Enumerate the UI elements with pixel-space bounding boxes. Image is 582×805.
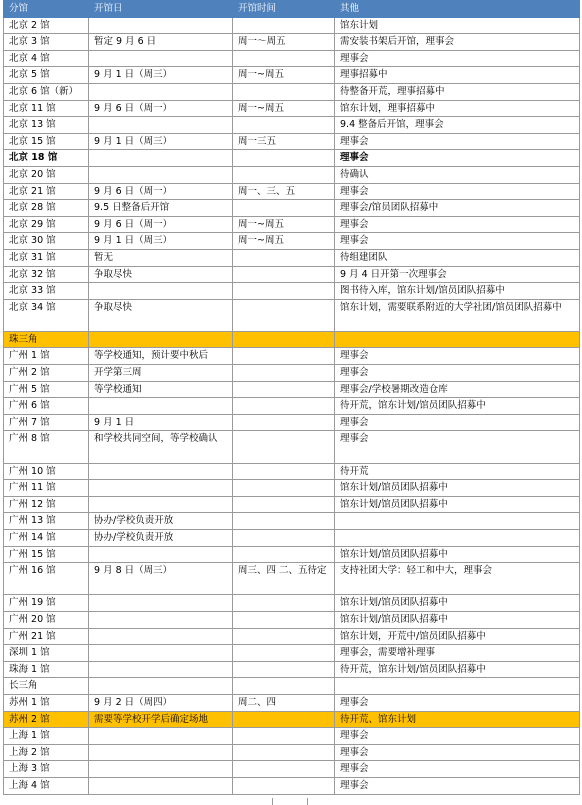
cell-open-time[interactable]: 周三、四 二、五待定 xyxy=(233,563,335,595)
cell-branch[interactable]: 珠三角 xyxy=(4,331,89,348)
section-row xyxy=(4,331,580,348)
table-row xyxy=(4,694,580,711)
cell-other[interactable]: 理事会 xyxy=(335,414,580,431)
cell-other[interactable] xyxy=(335,331,580,348)
table-row xyxy=(4,299,580,331)
cell-open-date[interactable] xyxy=(89,761,233,778)
cell-open-time[interactable]: 周一、三、五 xyxy=(233,183,335,200)
cell-other[interactable]: 理事会/馆员团队招募中 xyxy=(335,200,580,217)
cell-open-time[interactable] xyxy=(233,249,335,266)
table-row xyxy=(4,611,580,628)
table-row xyxy=(4,365,580,382)
cell-open-date[interactable] xyxy=(89,728,233,745)
cell-open-date[interactable]: 暂定 9 月 6 日 xyxy=(89,34,233,51)
table-row xyxy=(4,398,580,415)
cell-branch[interactable]: 北京 4 馆 xyxy=(4,50,89,67)
cell-open-time[interactable] xyxy=(233,744,335,761)
table-row xyxy=(4,530,580,547)
cell-open-date[interactable]: 9 月 6 日（周一） xyxy=(89,183,233,200)
cell-open-date[interactable]: 等学校通知，预计要中秋后 xyxy=(89,348,233,365)
table-row xyxy=(4,546,580,563)
branch-status-table xyxy=(3,0,580,795)
table-row xyxy=(4,480,580,497)
table-row xyxy=(4,166,580,183)
cell-branch[interactable]: 北京 11 馆 xyxy=(4,100,89,117)
cell-open-time[interactable] xyxy=(233,678,335,695)
table-row xyxy=(4,249,580,266)
cell-open-time[interactable] xyxy=(233,266,335,283)
cell-open-date[interactable] xyxy=(89,166,233,183)
cell-open-date[interactable] xyxy=(89,150,233,167)
cell-open-date[interactable] xyxy=(89,398,233,415)
cell-open-time[interactable] xyxy=(233,348,335,365)
cell-open-date[interactable]: 9 月 1 日（周三） xyxy=(89,133,233,150)
table-row xyxy=(4,661,580,678)
cell-open-time[interactable] xyxy=(233,530,335,547)
cell-open-time[interactable] xyxy=(233,166,335,183)
table-row xyxy=(4,513,580,530)
cell-other[interactable]: 待开荒，馆东计划/馆员团队招募中 xyxy=(335,661,580,678)
cell-open-time[interactable] xyxy=(233,381,335,398)
cell-branch[interactable]: 苏州 1 馆 xyxy=(4,694,89,711)
cell-other[interactable]: 馆东计划，理事招募中 xyxy=(335,100,580,117)
cell-open-time[interactable] xyxy=(233,331,335,348)
cell-other[interactable]: 馆东计划/馆员团队招募中 xyxy=(335,595,580,612)
cell-branch[interactable]: 北京 20 馆 xyxy=(4,166,89,183)
cell-branch[interactable]: 北京 18 馆 xyxy=(4,150,89,167)
cell-open-date[interactable] xyxy=(89,17,233,34)
cell-branch[interactable]: 广州 5 馆 xyxy=(4,381,89,398)
cell-open-time[interactable] xyxy=(233,611,335,628)
cell-open-time[interactable] xyxy=(233,283,335,300)
cell-open-date[interactable]: 9 月 1 日（周三） xyxy=(89,233,233,250)
cell-open-date[interactable]: 9 月 1 日 xyxy=(89,414,233,431)
table-row xyxy=(4,117,580,134)
cell-open-date[interactable] xyxy=(89,117,233,134)
cell-other[interactable] xyxy=(335,513,580,530)
cell-open-date[interactable]: 等学校通知 xyxy=(89,381,233,398)
cell-branch[interactable]: 北京 6 馆（新） xyxy=(4,83,89,100)
cell-open-date[interactable]: 9.5 日整备后开馆 xyxy=(89,200,233,217)
table-row xyxy=(4,777,580,794)
cell-branch[interactable]: 北京 28 馆 xyxy=(4,200,89,217)
table-row xyxy=(4,563,580,595)
cell-other[interactable]: 理事会/学校暑期改造仓库 xyxy=(335,381,580,398)
cell-open-date[interactable]: 9 月 1 日（周三） xyxy=(89,67,233,84)
table-row xyxy=(4,744,580,761)
table-row xyxy=(4,216,580,233)
cell-other[interactable] xyxy=(335,530,580,547)
cell-open-time[interactable] xyxy=(233,711,335,728)
cell-open-time[interactable] xyxy=(233,628,335,645)
cell-other[interactable]: 理事会 xyxy=(335,694,580,711)
cell-open-date[interactable] xyxy=(89,83,233,100)
table-row xyxy=(4,83,580,100)
table-row xyxy=(4,431,580,463)
cell-open-time[interactable] xyxy=(233,463,335,480)
cell-other[interactable]: 待开荒，馆东计划/馆员团队招募中 xyxy=(335,398,580,415)
cell-open-time[interactable]: 周一~周五 xyxy=(233,67,335,84)
table-row xyxy=(4,728,580,745)
cell-other[interactable]: 理事招募中 xyxy=(335,67,580,84)
table-row xyxy=(4,463,580,480)
cell-other[interactable]: 理事会 xyxy=(335,761,580,778)
cell-open-date[interactable] xyxy=(89,744,233,761)
cell-open-date[interactable]: 9 月 6 日（周一） xyxy=(89,100,233,117)
cell-other[interactable]: 理事会 xyxy=(335,365,580,382)
cell-branch[interactable]: 广州 1 馆 xyxy=(4,348,89,365)
cell-other[interactable]: 支持社团大学：轻工和中大，理事会 xyxy=(335,563,580,595)
cell-other[interactable]: 理事会 xyxy=(335,133,580,150)
cell-open-date[interactable] xyxy=(89,463,233,480)
cell-branch[interactable]: 广州 13 馆 xyxy=(4,513,89,530)
cell-other[interactable]: 馆东计划 xyxy=(335,17,580,34)
cell-other[interactable]: 馆东计划/馆员团队招募中 xyxy=(335,496,580,513)
cell-branch[interactable]: 广州 14 馆 xyxy=(4,530,89,547)
cell-branch[interactable]: 北京 31 馆 xyxy=(4,249,89,266)
table-row xyxy=(4,283,580,300)
cell-branch[interactable]: 珠海 1 馆 xyxy=(4,661,89,678)
cell-other[interactable]: 待开荒 xyxy=(335,463,580,480)
cell-open-time[interactable] xyxy=(233,645,335,662)
cell-other[interactable]: 需安装书架后开馆，理事会 xyxy=(335,34,580,51)
cell-open-time[interactable] xyxy=(233,728,335,745)
cell-branch[interactable]: 北京 13 馆 xyxy=(4,117,89,134)
table-row xyxy=(4,645,580,662)
table-row xyxy=(4,595,580,612)
cell-branch[interactable]: 北京 2 馆 xyxy=(4,17,89,34)
cell-open-date[interactable]: 和学校共同空间，等学校确认 xyxy=(89,431,233,463)
cell-branch[interactable]: 广州 16 馆 xyxy=(4,563,89,595)
sheet-edge-marker xyxy=(272,798,308,805)
cell-open-date[interactable] xyxy=(89,480,233,497)
table-row xyxy=(4,233,580,250)
table-row xyxy=(4,348,580,365)
table-row xyxy=(4,711,580,728)
cell-branch[interactable]: 广州 12 馆 xyxy=(4,496,89,513)
table-row xyxy=(4,266,580,283)
cell-branch[interactable]: 北京 33 馆 xyxy=(4,283,89,300)
cell-open-time[interactable] xyxy=(233,17,335,34)
table-row xyxy=(4,496,580,513)
cell-open-time[interactable] xyxy=(233,398,335,415)
cell-open-date[interactable]: 协办/学校负责开放 xyxy=(89,513,233,530)
cell-other[interactable]: 理事会 xyxy=(335,50,580,67)
cell-branch[interactable]: 广州 8 馆 xyxy=(4,431,89,463)
cell-open-time[interactable]: 周二、四 xyxy=(233,694,335,711)
cell-open-date[interactable]: 暂无 xyxy=(89,249,233,266)
cell-open-time[interactable] xyxy=(233,83,335,100)
cell-branch[interactable]: 北京 21 馆 xyxy=(4,183,89,200)
cell-other[interactable]: 馆东计划/馆员团队招募中 xyxy=(335,546,580,563)
cell-other[interactable]: 馆东计划/馆员团队招募中 xyxy=(335,480,580,497)
cell-branch[interactable]: 广州 19 馆 xyxy=(4,595,89,612)
cell-open-time[interactable] xyxy=(233,661,335,678)
table-row xyxy=(4,381,580,398)
cell-other[interactable]: 理事会 xyxy=(335,777,580,794)
cell-open-date[interactable] xyxy=(89,546,233,563)
cell-branch[interactable]: 北京 30 馆 xyxy=(4,233,89,250)
cell-open-date[interactable] xyxy=(89,496,233,513)
cell-open-date[interactable]: 协办/学校负责开放 xyxy=(89,530,233,547)
cell-open-time[interactable] xyxy=(233,513,335,530)
cell-other[interactable]: 待开荒、馆东计划 xyxy=(335,711,580,728)
cell-open-time[interactable]: 周一~周五 xyxy=(233,216,335,233)
cell-open-date[interactable]: 9 月 2 日（周四） xyxy=(89,694,233,711)
cell-open-time[interactable] xyxy=(233,150,335,167)
cell-open-time[interactable] xyxy=(233,431,335,463)
cell-branch[interactable]: 广州 21 馆 xyxy=(4,628,89,645)
cell-other[interactable]: 图书待入库，馆东计划/馆员团队招募中 xyxy=(335,283,580,300)
cell-open-date[interactable]: 开学第三周 xyxy=(89,365,233,382)
cell-other[interactable] xyxy=(335,678,580,695)
cell-other[interactable]: 理事会 xyxy=(335,431,580,463)
section-row xyxy=(4,678,580,695)
header-open-time[interactable]: 开馆时间 xyxy=(233,1,335,18)
cell-open-time[interactable] xyxy=(233,50,335,67)
cell-open-time[interactable] xyxy=(233,777,335,794)
cell-other[interactable]: 理事会 xyxy=(335,348,580,365)
cell-branch[interactable]: 广州 15 馆 xyxy=(4,546,89,563)
cell-branch[interactable]: 上海 2 馆 xyxy=(4,744,89,761)
cell-other[interactable]: 待确认 xyxy=(335,166,580,183)
cell-other[interactable]: 待整备开荒，理事招募中 xyxy=(335,83,580,100)
cell-branch[interactable]: 北京 32 馆 xyxy=(4,266,89,283)
table-row xyxy=(4,183,580,200)
table-body xyxy=(4,17,580,794)
header-other[interactable]: 其他 xyxy=(335,1,580,18)
cell-open-date[interactable] xyxy=(89,645,233,662)
table-row xyxy=(4,200,580,217)
cell-open-time[interactable] xyxy=(233,595,335,612)
cell-open-date[interactable] xyxy=(89,331,233,348)
cell-open-time[interactable] xyxy=(233,761,335,778)
cell-other[interactable]: 理事会 xyxy=(335,744,580,761)
cell-open-date[interactable]: 9 月 8 日（周三） xyxy=(89,563,233,595)
cell-other[interactable]: 理事会 xyxy=(335,216,580,233)
cell-open-date[interactable]: 争取尽快 xyxy=(89,299,233,331)
cell-open-date[interactable] xyxy=(89,628,233,645)
cell-other[interactable]: 9 月 4 日开第一次理事会 xyxy=(335,266,580,283)
cell-branch[interactable]: 上海 1 馆 xyxy=(4,728,89,745)
cell-other[interactable]: 理事会，需要增补理事 xyxy=(335,645,580,662)
header-open-date[interactable]: 开馆日 xyxy=(89,1,233,18)
table-row xyxy=(4,67,580,84)
cell-branch[interactable]: 广州 2 馆 xyxy=(4,365,89,382)
cell-branch[interactable]: 北京 15 馆 xyxy=(4,133,89,150)
cell-open-time[interactable]: 周一三五 xyxy=(233,133,335,150)
cell-open-time[interactable]: 周一~周五 xyxy=(233,100,335,117)
cell-open-time[interactable] xyxy=(233,365,335,382)
cell-branch[interactable]: 广州 10 馆 xyxy=(4,463,89,480)
cell-open-date[interactable]: 9 月 6 日（周一） xyxy=(89,216,233,233)
cell-branch[interactable]: 长三角 xyxy=(4,678,89,695)
cell-branch[interactable]: 北京 5 馆 xyxy=(4,67,89,84)
cell-branch[interactable]: 深圳 1 馆 xyxy=(4,645,89,662)
table-row xyxy=(4,761,580,778)
cell-open-time[interactable] xyxy=(233,299,335,331)
table-row xyxy=(4,100,580,117)
cell-other[interactable]: 理事会 xyxy=(335,183,580,200)
table-row xyxy=(4,133,580,150)
cell-other[interactable]: 9.4 整备后开馆，理事会 xyxy=(335,117,580,134)
cell-open-date[interactable] xyxy=(89,678,233,695)
table-row xyxy=(4,34,580,51)
cell-branch[interactable]: 北京 34 馆 xyxy=(4,299,89,331)
cell-branch[interactable]: 苏州 2 馆 xyxy=(4,711,89,728)
cell-other[interactable]: 馆东计划，开荒中/馆员团队招募中 xyxy=(335,628,580,645)
cell-open-date[interactable] xyxy=(89,283,233,300)
cell-open-time[interactable]: 周一~周五 xyxy=(233,233,335,250)
spreadsheet xyxy=(3,0,580,795)
cell-open-date[interactable] xyxy=(89,611,233,628)
cell-other[interactable]: 馆东计划，需要联系附近的大学社团/馆员团队招募中 xyxy=(335,299,580,331)
table-row xyxy=(4,414,580,431)
cell-open-date[interactable] xyxy=(89,595,233,612)
cell-branch[interactable]: 上海 3 馆 xyxy=(4,761,89,778)
cell-open-date[interactable] xyxy=(89,777,233,794)
cell-open-time[interactable]: 周一～周五 xyxy=(233,34,335,51)
cell-open-date[interactable]: 争取尽快 xyxy=(89,266,233,283)
cell-open-date[interactable] xyxy=(89,50,233,67)
cell-other[interactable]: 理事会 xyxy=(335,728,580,745)
cell-open-time[interactable] xyxy=(233,200,335,217)
table-row xyxy=(4,150,580,167)
cell-open-time[interactable] xyxy=(233,546,335,563)
cell-branch[interactable]: 北京 3 馆 xyxy=(4,34,89,51)
cell-open-time[interactable] xyxy=(233,117,335,134)
cell-open-time[interactable] xyxy=(233,480,335,497)
cell-branch[interactable]: 广州 11 馆 xyxy=(4,480,89,497)
cell-branch[interactable]: 上海 4 馆 xyxy=(4,777,89,794)
cell-branch[interactable]: 广州 7 馆 xyxy=(4,414,89,431)
table-row xyxy=(4,628,580,645)
cell-branch[interactable]: 广州 20 馆 xyxy=(4,611,89,628)
cell-other[interactable]: 理事会 xyxy=(335,233,580,250)
header-branch[interactable]: 分馆 xyxy=(4,1,89,18)
header-row xyxy=(4,1,580,18)
cell-open-time[interactable] xyxy=(233,496,335,513)
cell-other[interactable]: 馆东计划/馆员团队招募中 xyxy=(335,611,580,628)
cell-other[interactable]: 理事会 xyxy=(335,150,580,167)
cell-open-time[interactable] xyxy=(233,414,335,431)
cell-other[interactable]: 待组建团队 xyxy=(335,249,580,266)
table-row xyxy=(4,17,580,34)
table-row xyxy=(4,50,580,67)
cell-branch[interactable]: 北京 29 馆 xyxy=(4,216,89,233)
cell-open-date[interactable]: 需要等学校开学后确定场地 xyxy=(89,711,233,728)
cell-open-date[interactable] xyxy=(89,661,233,678)
cell-branch[interactable]: 广州 6 馆 xyxy=(4,398,89,415)
